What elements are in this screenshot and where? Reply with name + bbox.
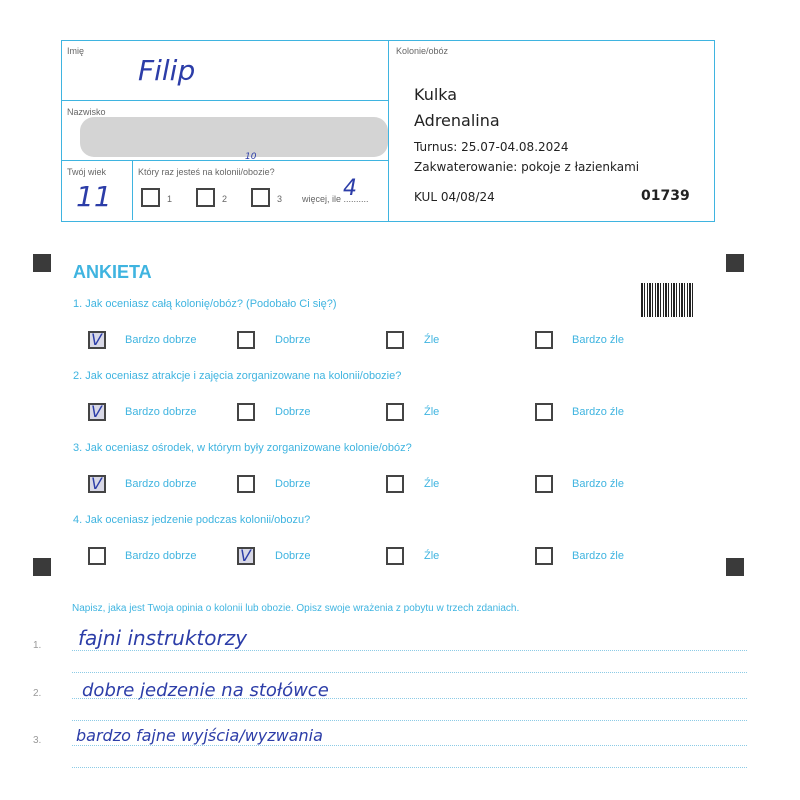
q1-bardzo-zle-checkbox[interactable]	[535, 331, 553, 349]
q4-bardzo-zle-checkbox[interactable]	[535, 547, 553, 565]
opinion-line-2-dots	[72, 698, 747, 699]
q4-zle-checkbox[interactable]	[386, 547, 404, 565]
opinion-line-1b-dots	[72, 672, 747, 673]
q3-bardzo-dobrze-label: Bardzo dobrze	[125, 478, 197, 490]
q1-zle-label: Źle	[424, 334, 440, 346]
wiecej-label: więcej, ile ..........	[302, 194, 369, 204]
opinion-line-1-number: 1.	[33, 640, 42, 651]
nazwisko-label: Nazwisko	[67, 107, 106, 117]
question-2-text: 2. Jak oceniasz atrakcje i zajęcia zorganizowane na kolonii/obozie?	[73, 370, 402, 382]
q4-dobrze-label: Dobrze	[275, 550, 311, 562]
question-4-text: 4. Jak oceniasz jedzenie podczas kolonii/obozu?	[73, 514, 311, 526]
camp-code: KUL 04/08/24	[414, 190, 495, 204]
imie-label: Imię	[67, 46, 85, 56]
q4-bardzo-dobrze-checkbox[interactable]	[88, 547, 106, 565]
q3-bardzo-zle-checkbox[interactable]	[535, 475, 553, 493]
q1-bardzo-dobrze-checkbox[interactable]	[88, 331, 106, 349]
form-number: 01739	[641, 188, 690, 204]
wiek-label: Twój wiek	[67, 167, 107, 177]
corner-marker-bottom-right	[726, 558, 744, 576]
opinion-line-3b-dots	[72, 767, 747, 768]
imie-value: Filip	[138, 54, 196, 87]
opinion-line-3-text[interactable]: bardzo fajne wyjścia/wyzwania	[76, 726, 323, 745]
barcode	[641, 283, 695, 317]
q3-zle-label: Źle	[424, 478, 440, 490]
q3-zle-checkbox[interactable]	[386, 475, 404, 493]
q4-dobrze-checkbox[interactable]	[237, 547, 255, 565]
corner-marker-bottom-left	[33, 558, 51, 576]
visit-option-2-label: 2	[222, 194, 228, 204]
q3-dobrze-checkbox[interactable]	[237, 475, 255, 493]
question-3-text: 3. Jak oceniasz ośrodek, w którym były zorganizowane kolonie/obóz?	[73, 442, 412, 454]
nazwisko-redacted	[80, 117, 388, 157]
q2-bardzo-dobrze-checkbox[interactable]	[88, 403, 106, 421]
opinion-line-1-text[interactable]: fajni instruktorzy	[78, 626, 248, 650]
extra-mark: 10	[245, 152, 257, 162]
visit-option-3-checkbox[interactable]	[251, 188, 270, 207]
check-mark: V	[240, 546, 251, 565]
opinion-line-2b-dots	[72, 720, 747, 721]
zakwaterowanie: Zakwaterowanie: pokoje z łazienkami	[414, 160, 640, 174]
opinion-line-3-dots	[72, 745, 747, 746]
q2-bardzo-dobrze-label: Bardzo dobrze	[125, 406, 197, 418]
q3-bardzo-dobrze-checkbox[interactable]	[88, 475, 106, 493]
visit-option-2-checkbox[interactable]	[196, 188, 215, 207]
visit-option-1-checkbox[interactable]	[141, 188, 160, 207]
check-mark: V	[91, 402, 102, 421]
opinion-line-2-text[interactable]: dobre jedzenie na stołówce	[82, 680, 329, 701]
q2-bardzo-zle-checkbox[interactable]	[535, 403, 553, 421]
ktory-raz-label: Który raz jesteś na kolonii/obozie?	[138, 167, 275, 177]
wiek-value: 11	[76, 180, 112, 213]
q1-dobrze-label: Dobrze	[275, 334, 311, 346]
camp-type: Adrenalina	[414, 111, 500, 130]
camp-name: Kulka	[414, 85, 458, 104]
header-divider-2	[61, 160, 388, 161]
survey-title: ANKIETA	[73, 262, 152, 282]
check-mark: V	[91, 474, 102, 493]
q2-bardzo-zle-label: Bardzo źle	[572, 406, 624, 418]
opinion-line-1-dots	[72, 650, 747, 651]
wiecej-value: 4	[343, 176, 357, 201]
header-vertical-divider	[388, 40, 389, 221]
q4-zle-label: Źle	[424, 550, 440, 562]
age-divider	[132, 160, 133, 220]
q1-dobrze-checkbox[interactable]	[237, 331, 255, 349]
question-1-text: 1. Jak oceniasz całą kolonię/obóz? (Podobało Ci się?)	[73, 298, 337, 310]
visit-option-3-label: 3	[277, 194, 283, 204]
q2-zle-label: Źle	[424, 406, 440, 418]
q4-bardzo-zle-label: Bardzo źle	[572, 550, 624, 562]
opinion-line-2-number: 2.	[33, 688, 42, 699]
visit-option-1-label: 1	[167, 194, 173, 204]
q1-bardzo-zle-label: Bardzo źle	[572, 334, 624, 346]
corner-marker-top-left	[33, 254, 51, 272]
q3-bardzo-zle-label: Bardzo źle	[572, 478, 624, 490]
q3-dobrze-label: Dobrze	[275, 478, 311, 490]
kolonie-label: Kolonie/obóz	[396, 46, 449, 56]
check-mark: V	[91, 330, 102, 349]
turnus: Turnus: 25.07-04.08.2024	[414, 140, 569, 154]
q4-bardzo-dobrze-label: Bardzo dobrze	[125, 550, 197, 562]
q2-dobrze-label: Dobrze	[275, 406, 311, 418]
q1-zle-checkbox[interactable]	[386, 331, 404, 349]
q2-zle-checkbox[interactable]	[386, 403, 404, 421]
opinion-prompt: Napisz, jaka jest Twoja opinia o kolonii lub obozie. Opisz swoje wrażenia z pobytu w trzech zdaniach.	[72, 603, 520, 614]
header-divider-1	[61, 100, 388, 101]
q1-bardzo-dobrze-label: Bardzo dobrze	[125, 334, 197, 346]
q2-dobrze-checkbox[interactable]	[237, 403, 255, 421]
opinion-line-3-number: 3.	[33, 735, 42, 746]
corner-marker-top-right	[726, 254, 744, 272]
